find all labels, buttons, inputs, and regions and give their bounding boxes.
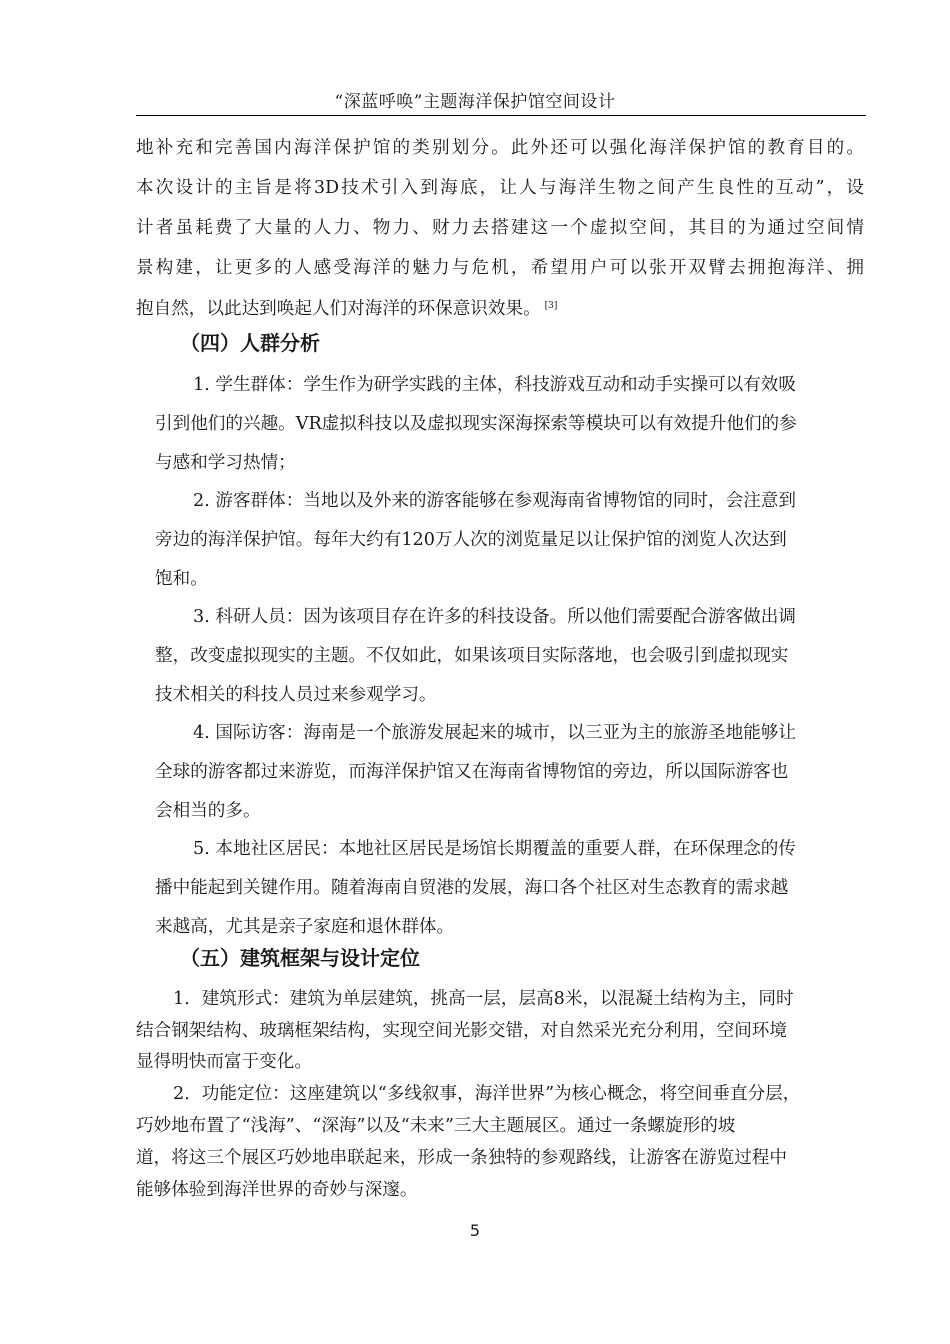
list-item-line: 5. 本地社区居民：本地社区居民是场馆长期覆盖的重要人群，在环保理念的传 xyxy=(193,839,796,859)
header-rule xyxy=(136,115,866,116)
intro-line: 计者虽耗费了大量的人力、物力、财力去搭建这一个虚拟空间，其目的为通过空间情 xyxy=(136,218,864,238)
paragraph-line: 道，将这三个展区巧妙地串联起来，形成一条独特的参观路线，让游客在游览过程中 xyxy=(136,1148,787,1168)
list-item-line: 1. 学生群体：学生作为研学实践的主体，科技游戏互动和动手实操可以有效吸 xyxy=(193,375,796,395)
list-item-line: 4. 国际访客：海南是一个旅游发展起来的城市，以三亚为主的旅游圣地能够让 xyxy=(193,723,796,743)
list-item-line: 旁边的海洋保护馆。每年大约有120万人次的浏览量足以让保护馆的浏览人次达到 xyxy=(155,530,787,550)
list-item-line: 全球的游客都过来游览，而海洋保护馆又在海南省博物馆的旁边，所以国际游客也 xyxy=(155,762,789,782)
list-item-line: 3. 科研人员：因为该项目存在许多的科技设备。所以他们需要配合游客做出调 xyxy=(193,607,796,627)
page-number: 5 xyxy=(469,1221,481,1240)
list-item-line: 技术相关的科技人员过来参观学习。 xyxy=(155,685,437,705)
list-item-line: 引到他们的兴趣。VR虚拟科技以及虚拟现实深海探索等模块可以有效提升他们的参 xyxy=(155,414,797,434)
list-item-line: 播中能起到关键作用。随着海南自贸港的发展，海口各个社区对生态教育的需求越 xyxy=(155,878,789,898)
list-item-line: 2. 游客群体：当地以及外来的游客能够在参观海南省博物馆的同时，会注意到 xyxy=(193,491,796,511)
list-item-line: 会相当的多。 xyxy=(155,801,261,821)
intro-line-text: 抱自然，以此达到唤起人们对海洋的环保意识效果。 xyxy=(136,299,541,319)
running-header-title: “深蓝呼唤”主题海洋保护馆空间设计 xyxy=(334,92,616,112)
paragraph-line: 能够体验到海洋世界的奇妙与深邃。 xyxy=(136,1180,418,1200)
paragraph-line: 结合钢架结构、玻璃框架结构，实现空间光影交错，对自然采光充分利用，空间环境 xyxy=(136,1021,787,1041)
intro-line: 景构建，让更多的人感受海洋的魅力与危机，希望用户可以张开双臂去拥抱海洋、拥 xyxy=(136,258,864,278)
list-item-line: 来越高，尤其是亲子家庭和退休群体。 xyxy=(155,917,455,937)
list-item-line: 与感和学习热情； xyxy=(155,453,296,473)
list-item-line: 整，改变虚拟现实的主题。不仅如此，如果该项目实际落地，也会吸引到虚拟现实 xyxy=(155,646,789,666)
paragraph-line: 1．建筑形式：建筑为单层建筑，挑高一层，层高8米，以混凝土结构为主，同时 xyxy=(173,989,794,1009)
paragraph-line: 显得明快而富于变化。 xyxy=(136,1052,312,1072)
citation-mark: [3] xyxy=(544,301,558,311)
section-heading-crowd-analysis: （四）人群分析 xyxy=(180,331,320,355)
intro-line: 地补充和完善国内海洋保护馆的类别划分。此外还可以强化海洋保护馆的教育目的。 xyxy=(136,138,864,158)
paragraph-line: 2．功能定位：这座建筑以“多线叙事，海洋世界”为核心概念，将空间垂直分层， xyxy=(173,1084,801,1104)
intro-line: 本次设计的主旨是将3D技术引入到海底，让人与海洋生物之间产生良性的互动”，设 xyxy=(136,178,864,198)
intro-line-last xyxy=(136,294,557,321)
list-item-line: 饱和。 xyxy=(155,569,208,589)
paragraph-line: 巧妙地布置了“浅海”、“深海”以及“未来”三大主题展区。通过一条螺旋形的坡 xyxy=(136,1116,736,1136)
section-heading-architecture: （五）建筑框架与设计定位 xyxy=(180,946,420,970)
